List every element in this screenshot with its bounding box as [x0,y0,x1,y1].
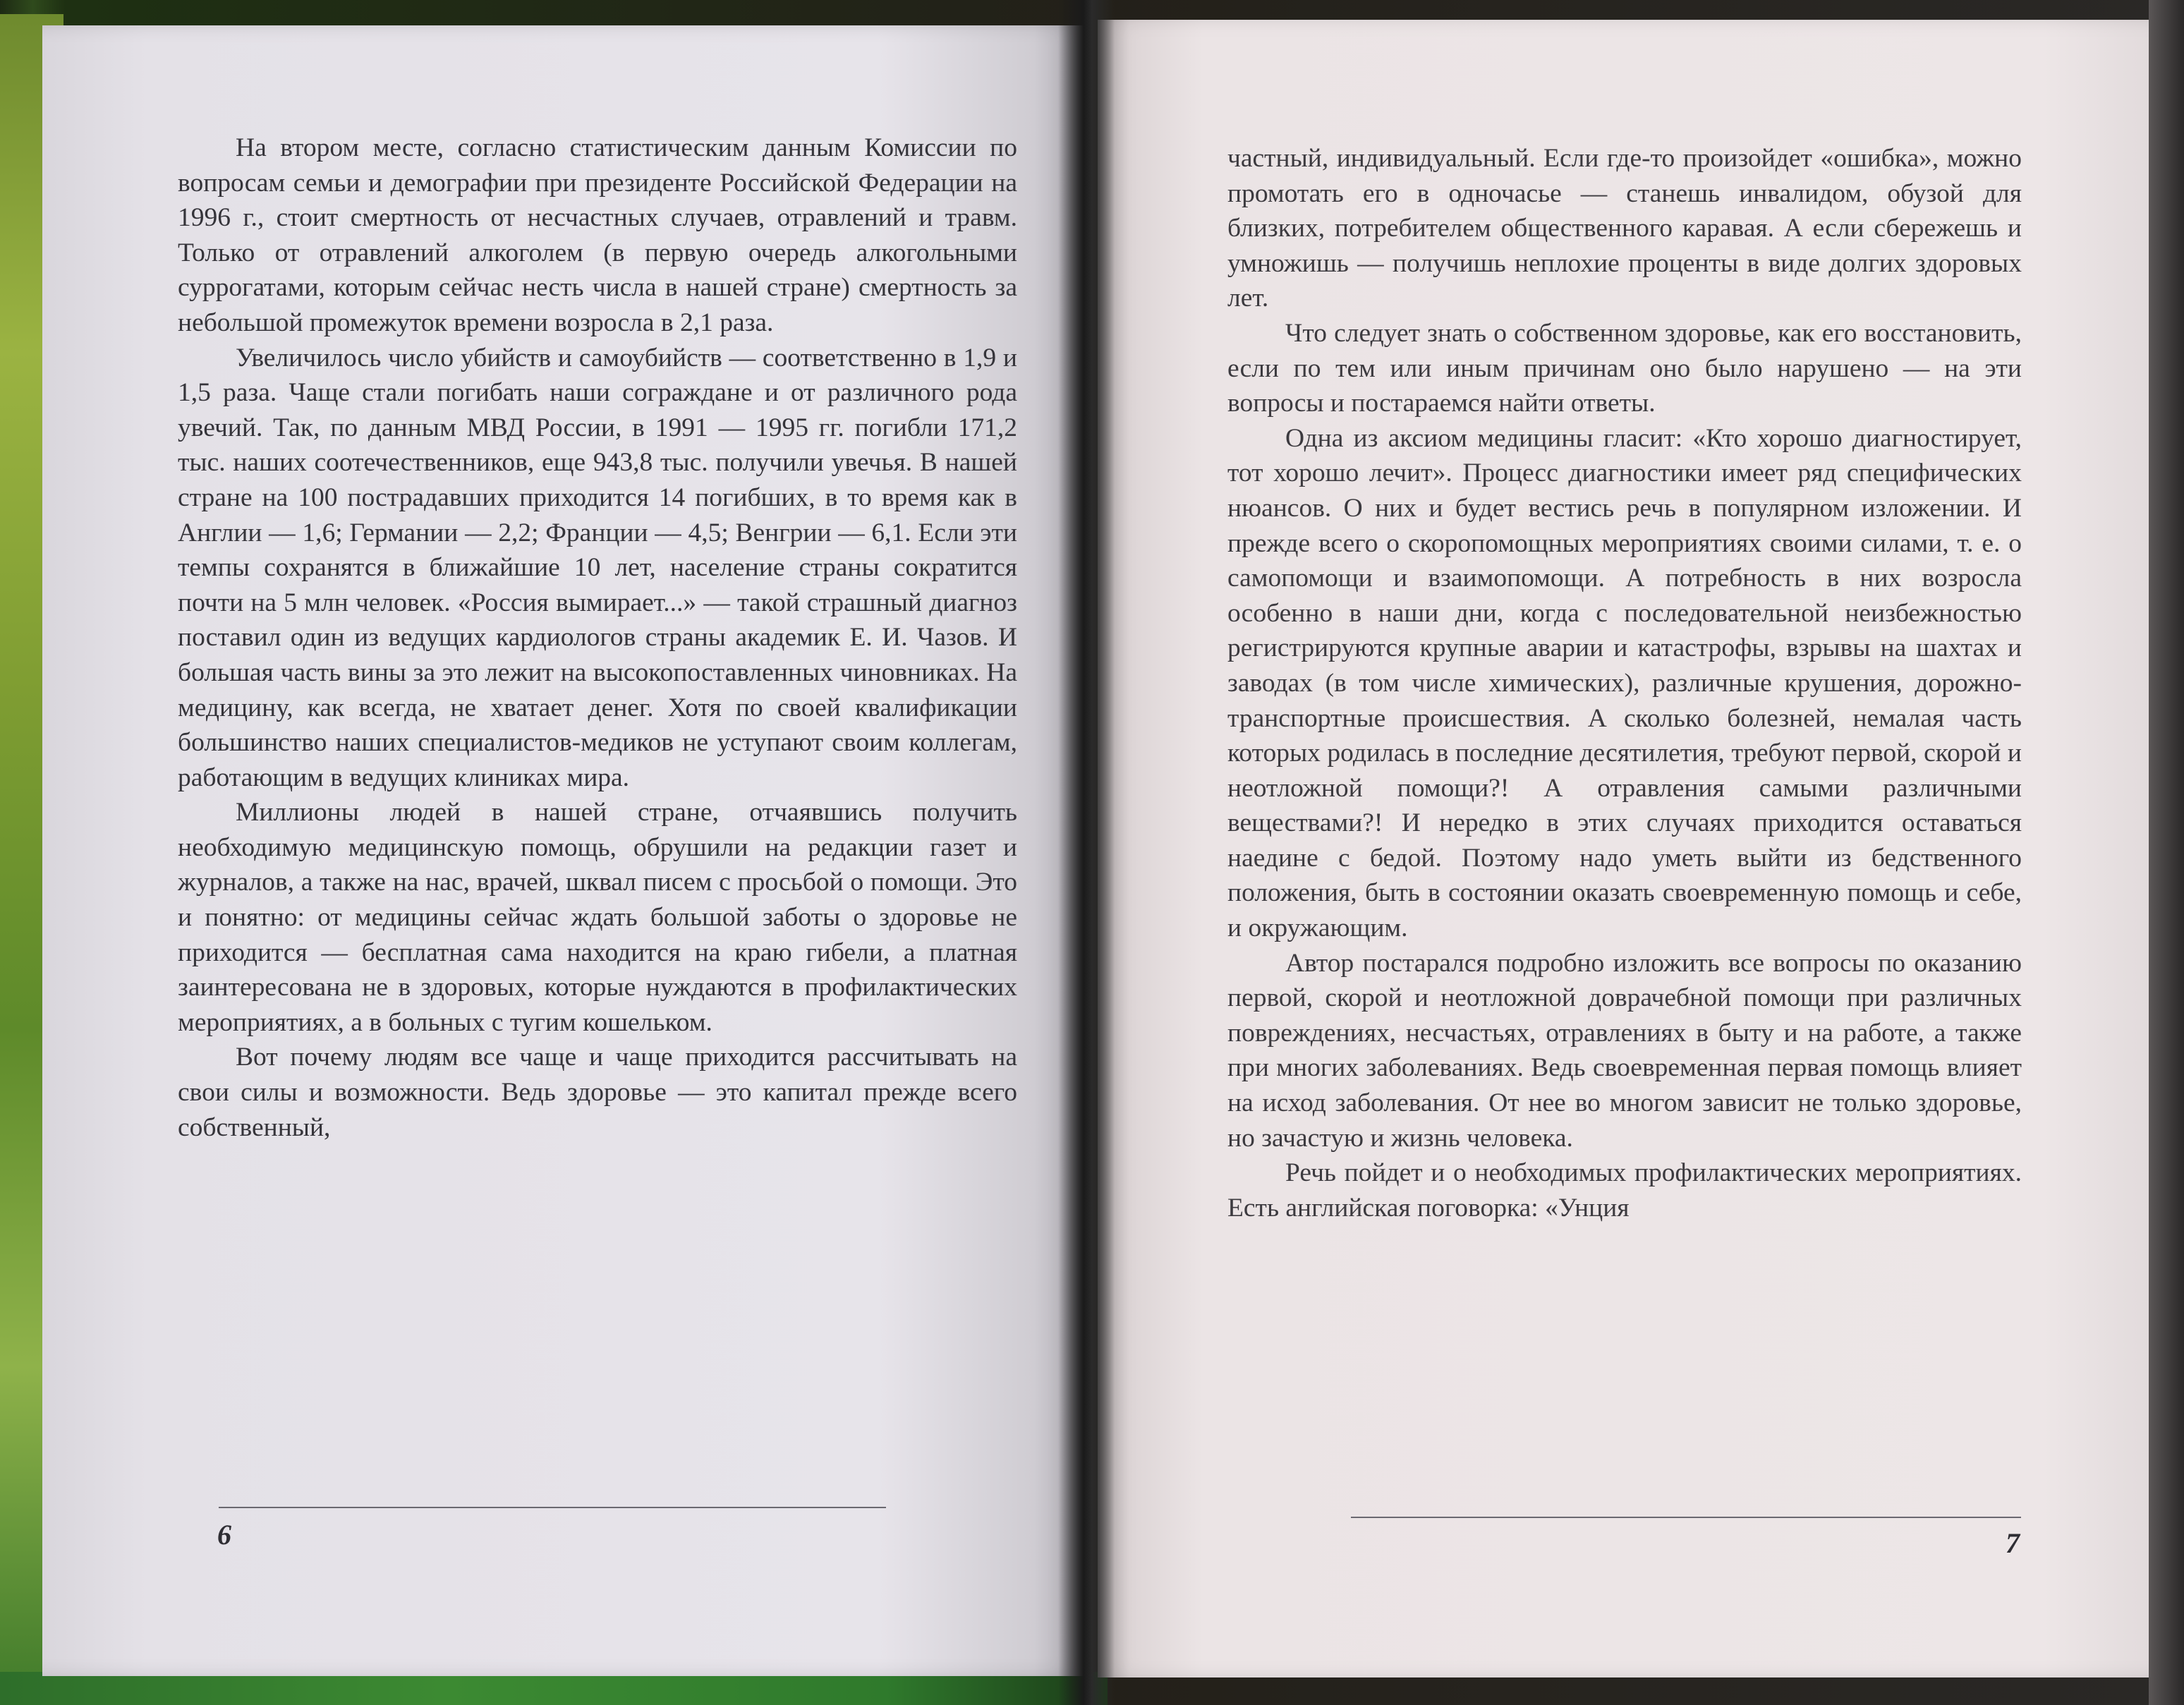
paragraph: Вот почему людям все чаще и чаще приходится рассчитывать на свои силы и возможности. Ведь здоровье — это капитал прежде всего собственный, [178,1043,1017,1142]
paragraph: Увеличилось число убийств и самоубийств — соответственно в 1,9 и 1,5 раза. Чаще стали погибать наши сограждане и от различного рода увечий. Так, по данным МВД России, в 1991 — 1995 гг. погибли 171,2 тыс. наших соотечественников, еще 943,8 тыс. получили увечья. В нашей стране на 100 пострадавших приходится 14 погибших, в то время как в Англии — 1,6; Германии — 2,2; Франции — 4,5; Венгрии — 6,1. Если эти темпы сохранятся в ближайшие 10 лет, население страны сократится почти на 5 млн человек. «Россия вымирает...» — такой страшный диагноз поставил один из ведущих кардиологов страны академик Е. И. Чазов. И большая часть вины за это лежит на высокопоставленных чиновниках. На медицину, как всегда, не хватает денег. Хотя по своей квалификации большинство наших специалистов-медиков не уступают своим коллегам, работающим в ведущих клиниках мира. [178,343,1017,792]
paragraph: Что следует знать о собственном здоровье, как его восстановить, если по тем или иным причинам оно было нарушено — на эти вопросы и постараемся найти ответы. [1227,318,2022,418]
paragraph: На втором месте, согласно статистическим данным Комиссии по вопросам семьи и демографии при президенте Российской Федерации на 1996 г., стоит смертность от несчастных случаев, отравлений и травм. Только от отравлений алкоголем (в первую очередь алкогольными суррогатами, которым сейчас несть числа в нашей стране) смертность за небольшой промежуток времени возросла в 2,1 раза. [178,133,1017,337]
page-number-left: 6 [217,1519,231,1551]
page-number-right: 7 [2006,1527,2020,1559]
left-page-text [178,131,1017,1145]
book-cover-edge-bottom [0,1672,1108,1705]
right-page-text [1227,141,2022,1225]
paragraph: Автор постарался подробно изложить все вопросы по оказанию первой, скорой и неотложной доврачебной помощи при различных повреждениях, несчастьях, отравлениях в быту и на работе, а также при многих заболеваниях. Ведь своевременная первая помощь влияет на исход заболевания. От нее во многом зависит не только здоровье, но зачастую и жизнь человека. [1227,948,2022,1153]
book-gutter [1058,0,1115,1705]
paragraph-continued: частный, индивидуальный. Если где-то произойдет «ошибка», можно промотать его в одночасье — станешь инвалидом, обузой для близких, потребителем общественного каравая. А если сбережешь и умножишь — получишь неплохие проценты в виде долгих здоровых лет. [1227,144,2022,313]
footer-rule-left [219,1507,886,1508]
paragraph: Речь пойдет и о необходимых профилактических мероприятиях. Есть английская поговорка: «Унция [1227,1158,2022,1222]
book-right-edge [2149,0,2184,1705]
footer-rule-right [1351,1517,2021,1518]
paragraph: Одна из аксиом медицины гласит: «Кто хорошо диагностирует, тот хорошо лечит». Процесс диагностики имеет ряд специфических нюансов. О них и будет вестись речь в популярном изложении. И прежде всего о скоропомощных мероприятиях своими силами, т. е. о самопомощи и взаимопомощи. А потребность в них возросла особенно в наши дни, когда с последовательной неизбежностью регистрируются крупные аварии и катастрофы, взрывы на шахтах и заводах (в том числе химических), различные крушения, дорожно-транспортные происшествия. А сколько болезней, немалая часть которых родилась в последние десятилетия, требуют первой, скорой и неотложной помощи?! А отравления самыми различными веществами?! И нередко в этих случаях приходится оставаться наедине с бедой. Поэтому надо уметь выйти из бедственного положения, быть в состоянии оказать своевременную помощь и себе, и окружающим. [1227,423,2022,943]
paragraph: Миллионы людей в нашей стране, отчаявшись получить необходимую медицинскую помощь, обрушили на редакции газет и журналов, а также на нас, врачей, шквал писем с просьбой о помощи. Это и понятно: от медицины сейчас ждать большой заботы о здоровье не приходится — бесплатная сама находится на краю гибели, а платная заинтересована не в здоровых, которые нуждаются в профилактических мероприятиях, а в больных с тугим кошельком. [178,798,1017,1037]
